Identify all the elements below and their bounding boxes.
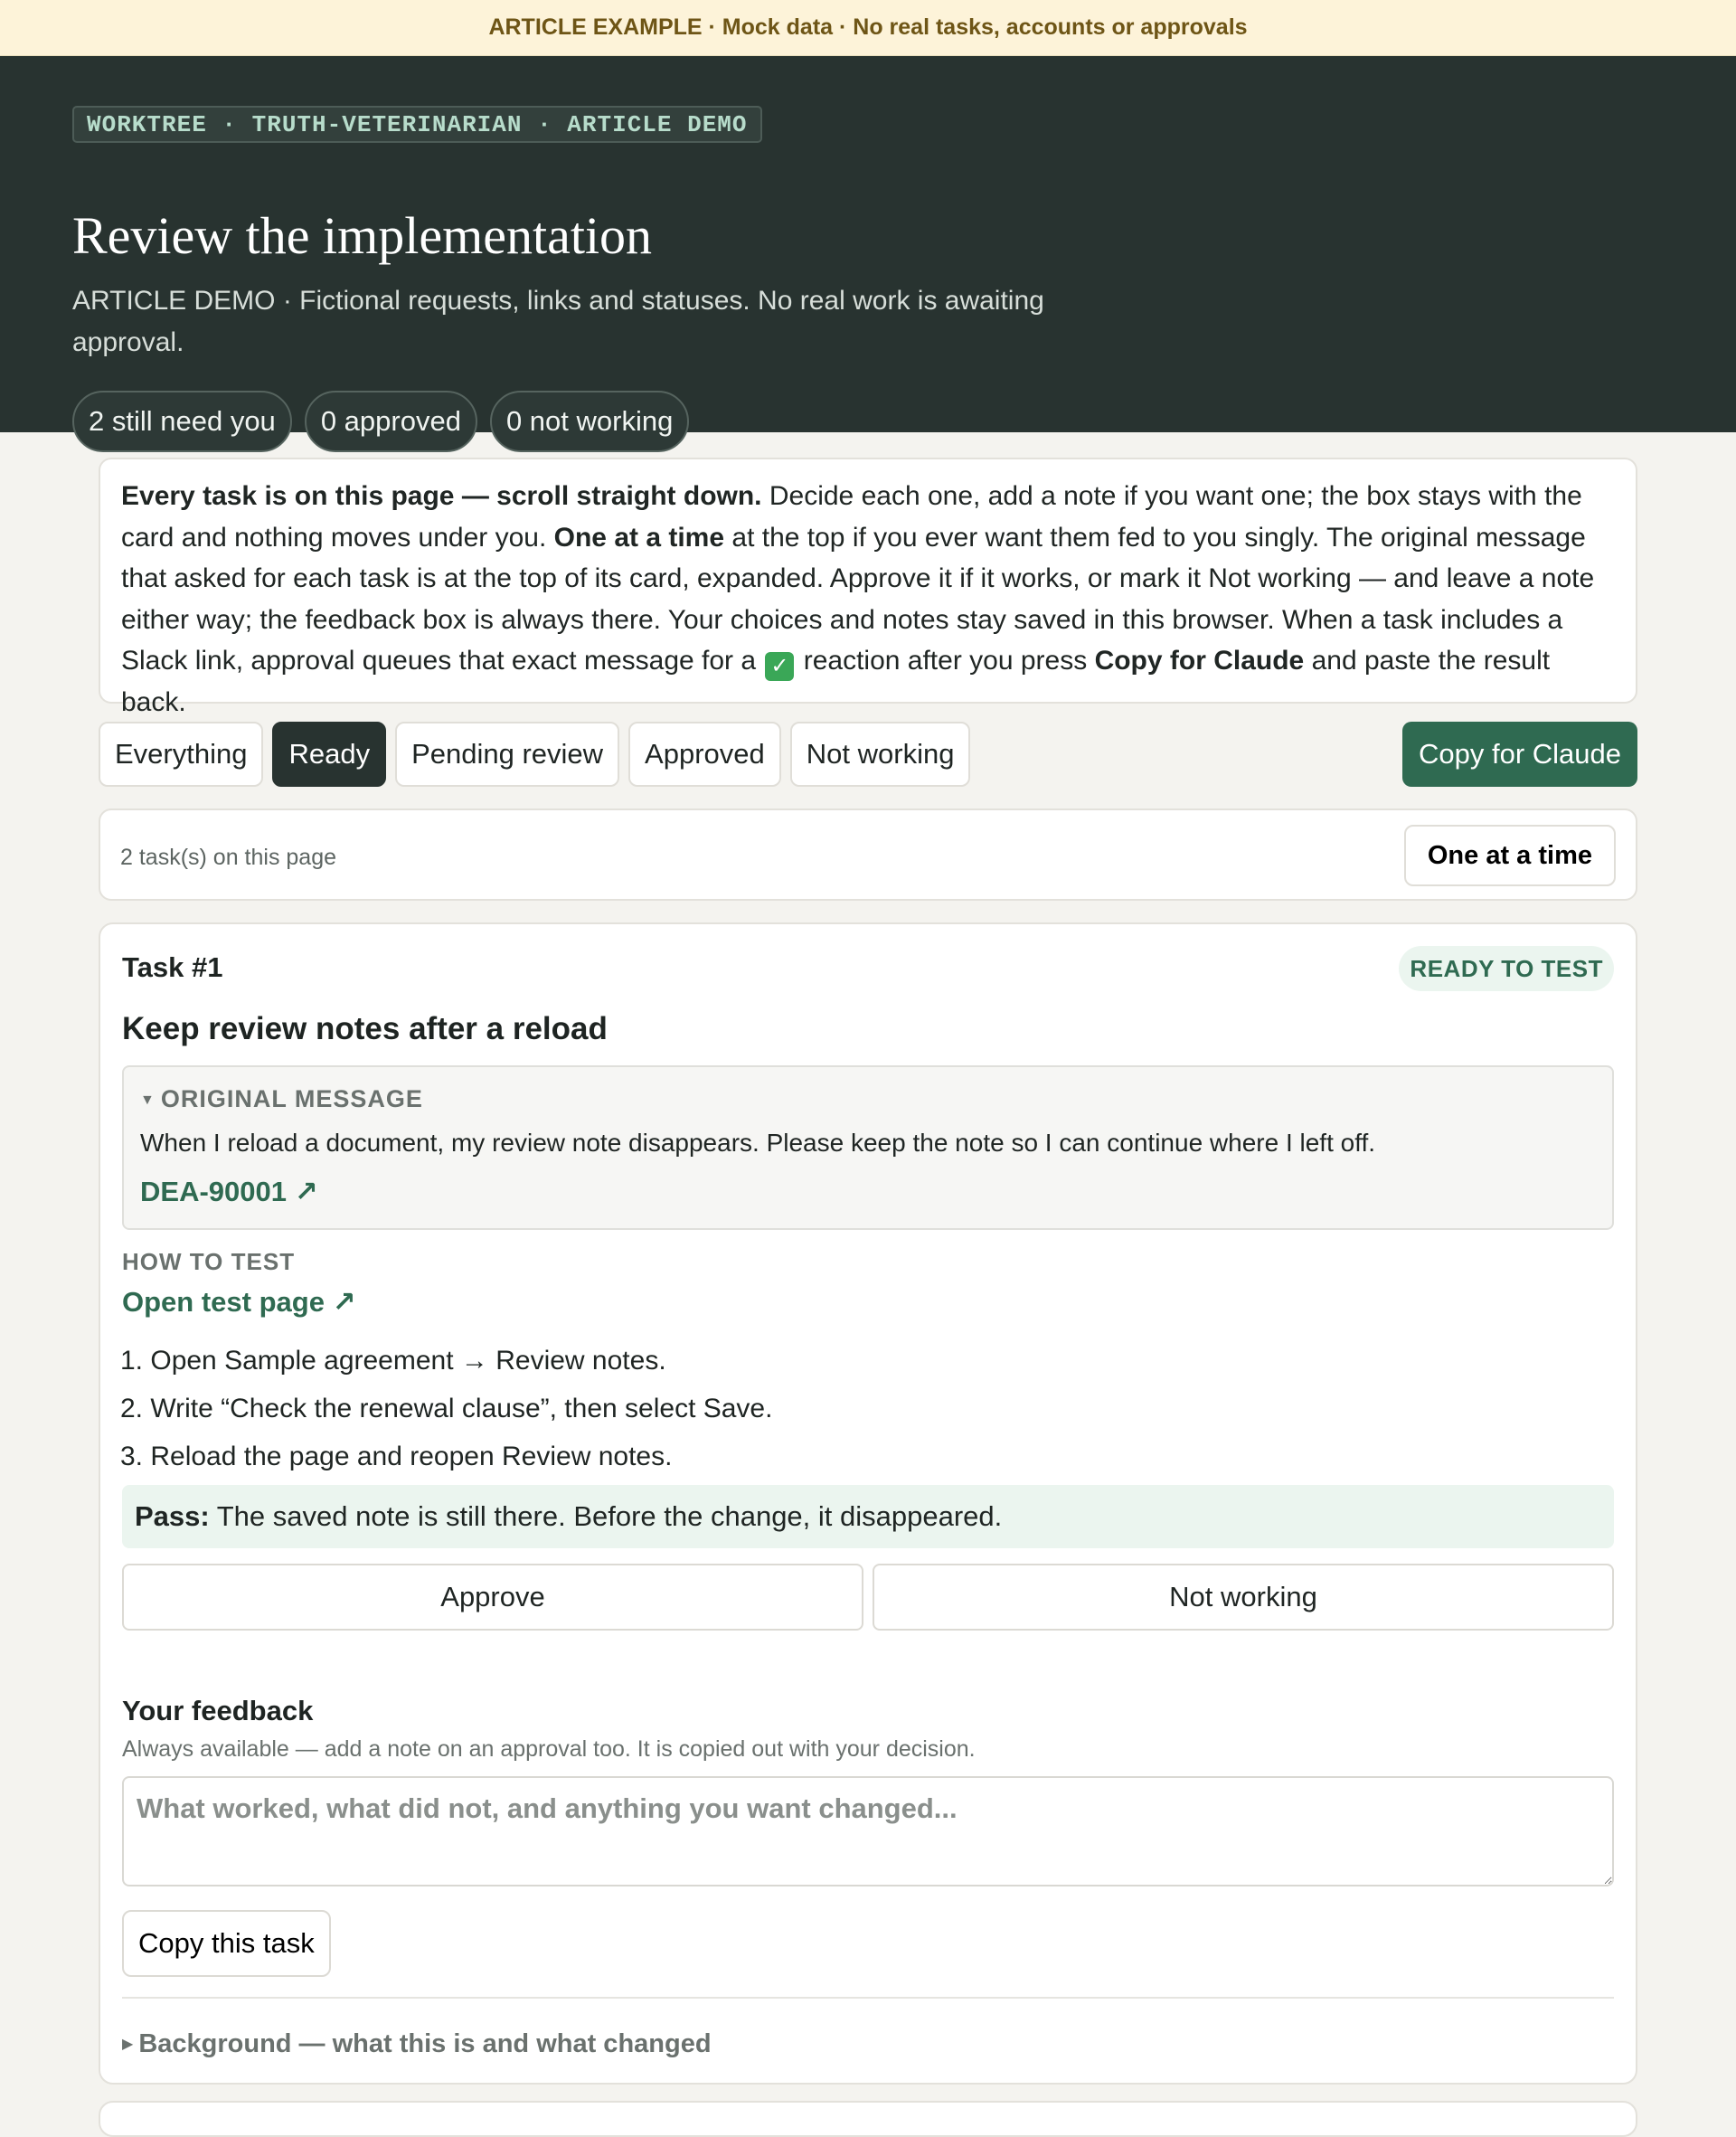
pill-approved: 0 approved (305, 391, 477, 452)
pass-label: Pass: (135, 1500, 210, 1532)
test-steps (120, 1337, 772, 1480)
filter-approved[interactable]: Approved (628, 722, 781, 787)
triangle-down-icon: ▼ (140, 1092, 156, 1108)
copy-for-claude-button[interactable]: Copy for Claude (1402, 722, 1637, 787)
approve-button[interactable]: Approve (122, 1564, 863, 1631)
filter-toolbar (99, 722, 1637, 787)
original-message-toggle[interactable] (140, 1085, 423, 1113)
decision-buttons (122, 1564, 1614, 1631)
copy-this-task-button[interactable]: Copy this task (122, 1910, 331, 1977)
open-test-page-link[interactable]: Open test page ↗ (122, 1286, 356, 1318)
background-toggle[interactable] (122, 2029, 712, 2059)
filter-pending-review[interactable]: Pending review (395, 722, 619, 787)
intro-text-4: and paste the result back. (121, 646, 1551, 717)
page-subtitle: ARTICLE DEMO · Fictional requests, links and statuses. No real work is awaiting approval. (72, 286, 1044, 357)
main-content (99, 458, 1637, 2085)
not-working-button[interactable]: Not working (873, 1564, 1614, 1631)
feedback-title: Your feedback (122, 1695, 314, 1726)
filter-not-working[interactable]: Not working (790, 722, 971, 787)
task-count-bar (99, 808, 1637, 901)
pass-text: The saved note is still there. Before the change, it disappeared. (216, 1500, 1003, 1532)
task-number: Task #1 (122, 951, 223, 983)
instructions-panel (99, 458, 1637, 717)
original-message-heading: ORIGINAL MESSAGE (160, 1085, 423, 1112)
task-count: 2 task(s) on this page (120, 845, 337, 870)
original-message-panel (122, 1065, 1614, 1230)
intro-text-1: Decide each one, add a note if you want one; the box stays with the card and nothing moves under you. (121, 481, 1582, 553)
ticket-link[interactable]: DEA-90001 ↗ (140, 1176, 318, 1207)
page-header (0, 56, 1736, 437)
background-toggle-label: Background — what this is and what changed (138, 2029, 712, 2058)
test-step: 3. Reload the page and reopen Review notes. (120, 1442, 673, 1471)
status-summary (72, 391, 689, 452)
pass-criteria (122, 1485, 1614, 1548)
pill-not-working: 0 not working (490, 391, 689, 452)
pill-still-need-you: 2 still need you (72, 391, 292, 452)
check-mark-icon: ✓ (765, 652, 794, 681)
task-title: Keep review notes after a reload (122, 1011, 608, 1046)
page-title: Review the implementation (72, 206, 653, 265)
mock-data-banner: ARTICLE EXAMPLE · Mock data · No real tasks, accounts or approvals (0, 0, 1736, 56)
intro-bold-2: One at a time (553, 522, 725, 553)
filter-ready[interactable]: Ready (272, 722, 386, 787)
divider (122, 1997, 1614, 1999)
next-task-card (99, 2101, 1637, 2137)
feedback-hint: Always available — add a note on an approval too. It is copied out with your decision. (122, 1736, 976, 1762)
intro-text-3: reaction after you press (796, 646, 1095, 676)
worktree-breadcrumb: WORKTREE · TRUTH-VETERINARIAN · ARTICLE DEMO (72, 106, 762, 143)
one-at-a-time-button[interactable]: One at a time (1404, 825, 1616, 886)
feedback-textarea[interactable] (122, 1776, 1614, 1886)
filter-everything[interactable]: Everything (99, 722, 263, 787)
how-to-test-heading: HOW TO TEST (122, 1248, 296, 1275)
original-message-text: When I reload a document, my review note disappears. Please keep the note so I can continue where I left off. (140, 1129, 1376, 1157)
intro-bold-3: Copy for Claude (1094, 646, 1305, 676)
test-step: 1. Open Sample agreement → Review notes. (120, 1346, 666, 1376)
status-badge: READY TO TEST (1399, 946, 1614, 991)
intro-text-2: at the top if you ever want them fed to you singly. The original message that asked for each task is at the top of its card, expanded. Approve it if it works, or mark it Not working — and leave a note either way; the feedback box is always there. Your choices and notes stay saved in this browser. When a task includes a Slack link, approval queues that exact message for a (121, 522, 1595, 676)
task-card (99, 922, 1637, 2085)
triangle-right-icon: ▶ (122, 2037, 134, 2052)
intro-bold-1: Every task is on this page — scroll straight down. (121, 481, 762, 511)
test-step: 2. Write “Check the renewal clause”, then select Save. (120, 1394, 773, 1423)
